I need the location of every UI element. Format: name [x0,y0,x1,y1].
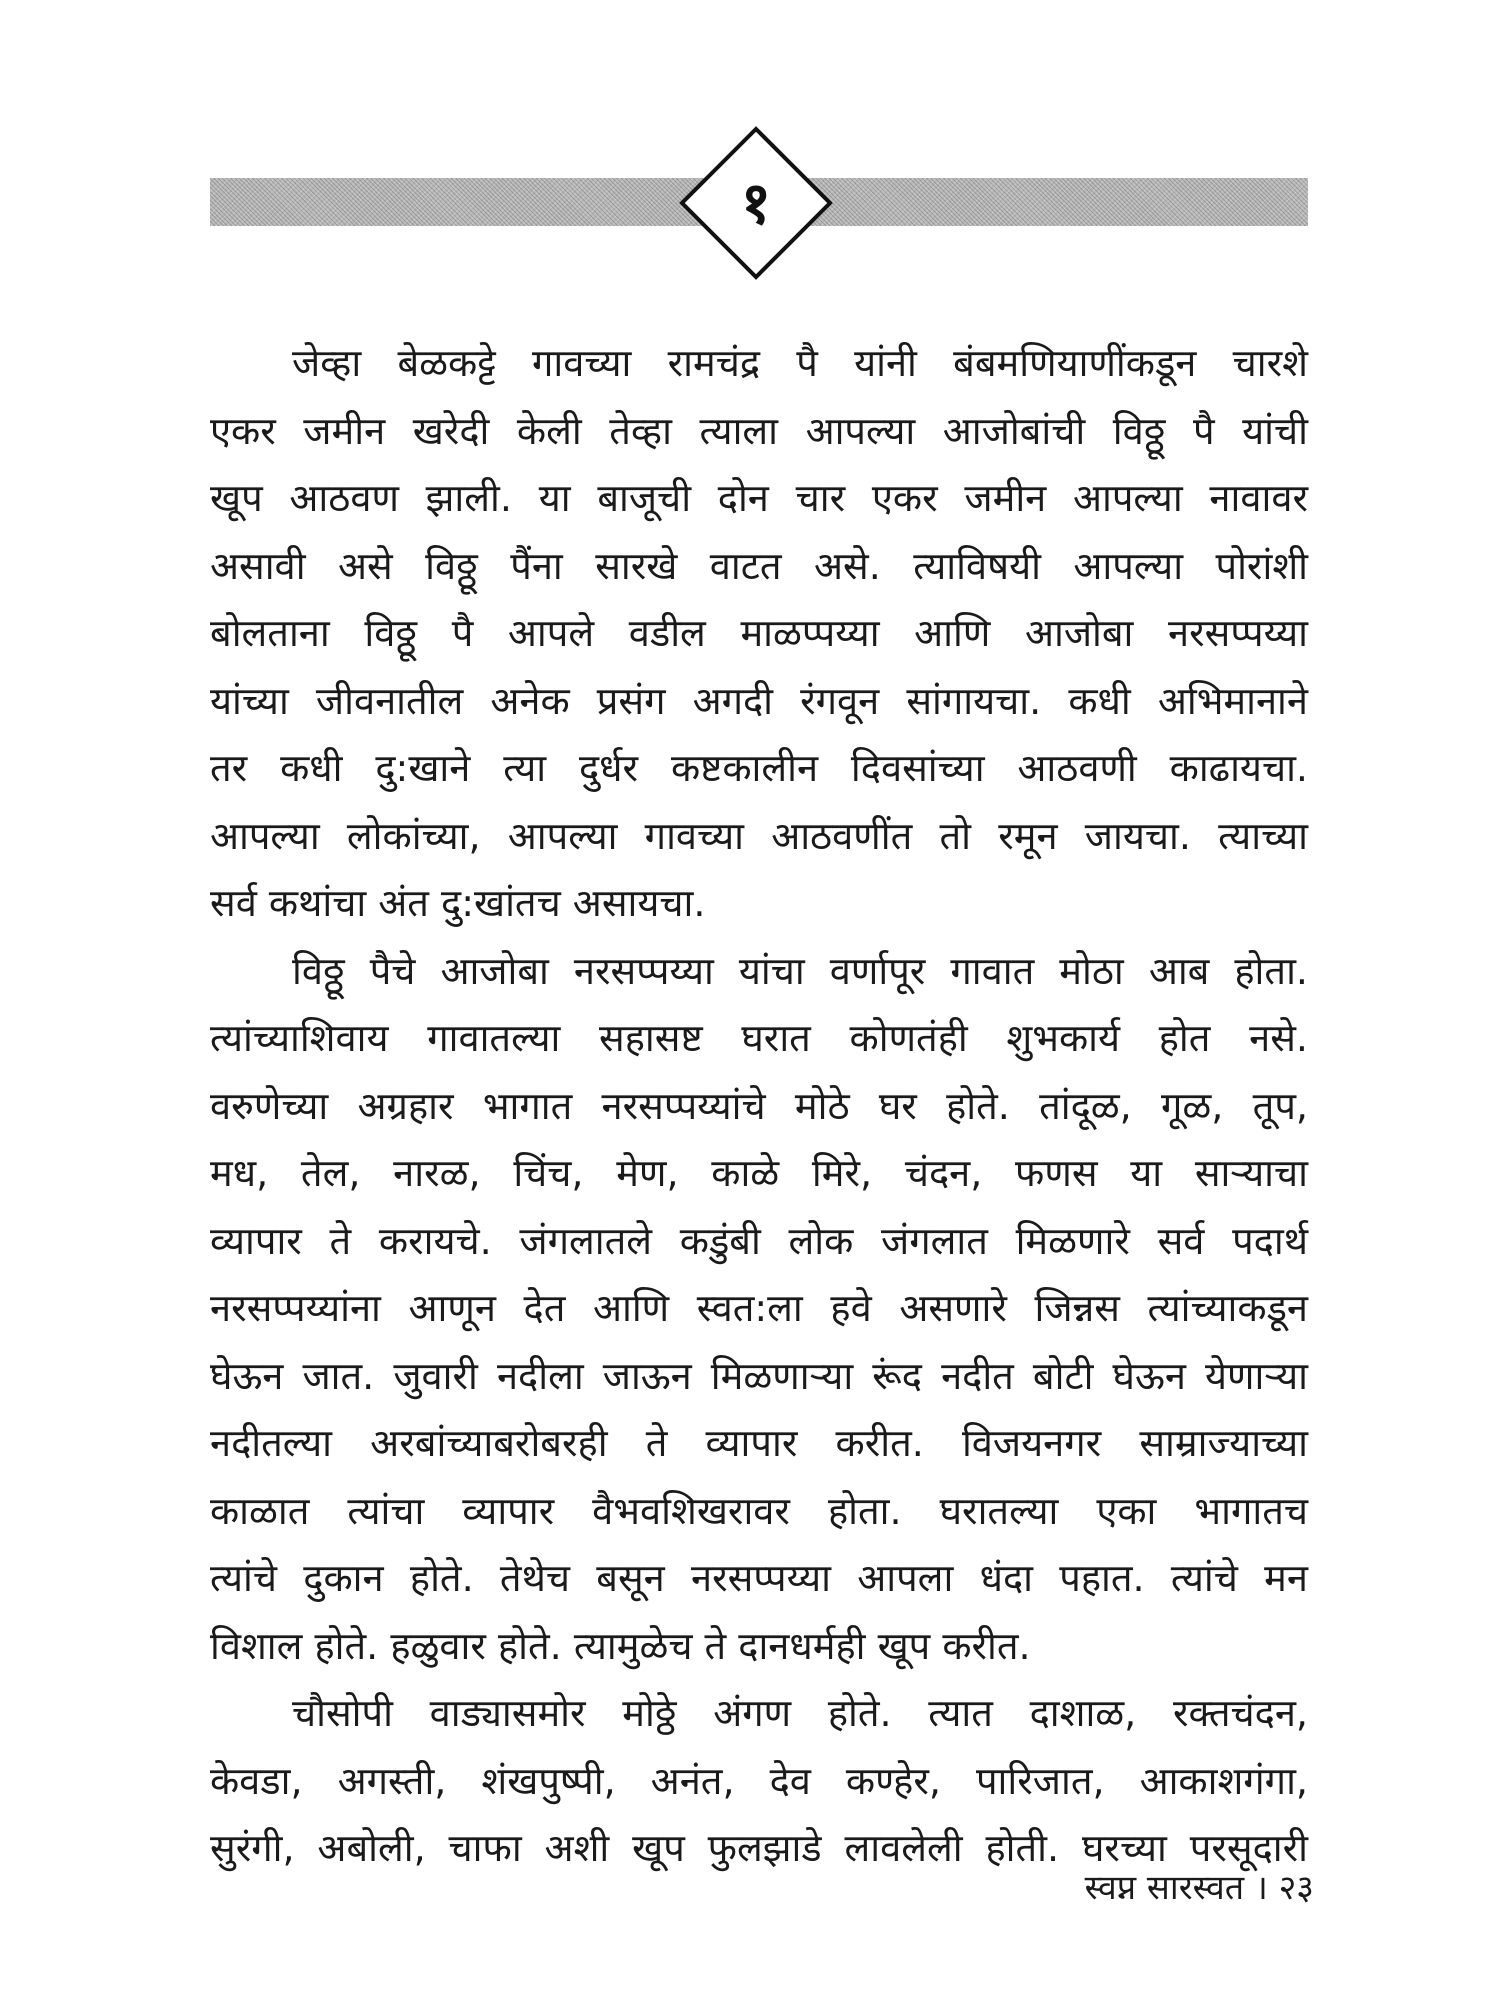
text-line: चौसोपी वाड्यासमोर मोठ्ठे अंगण होते. त्यात दाशाळ, रक्तचंदन, [292,1691,1308,1735]
text-line: बोलताना विठ्ठू पै आपले वडील माळप्पय्या आणि आजोबा नरसप्पय्या [210,611,1308,655]
text-line: केवडा, अगस्ती, शंखपुष्पी, अनंत, देव कण्हेर, पारिजात, आकाशगंगा, [210,1758,1308,1803]
text-line: एकर जमीन खरेदी केली तेव्हा त्याला आपल्या आजोबांची विठ्ठू पै यांची [210,408,1308,453]
text-line: यांच्या जीवनातील अनेक प्रसंग अगदी रंगवून सांगायचा. कधी अभिमानाने [210,678,1308,723]
text-line: त्यांच्याशिवाय गावातल्या सहासष्ट घरात कोणतंही शुभकार्य होत नसे. [210,1016,1308,1060]
text-line: विशाल होते. हळुवार होते. त्यामुळेच ते दानधर्मही खूप करीत. [210,1623,1031,1668]
text-line: सुरंगी, अबोली, चाफा अशी खूप फुलझाडे लावलेली होती. घरच्या परसूदारी [210,1826,1308,1870]
text-line: आपल्या लोकांच्या, आपल्या गावच्या आठवणींत तो रमून जायचा. त्याच्या [210,813,1308,858]
text-line: त्यांचे दुकान होते. तेथेच बसून नरसप्पय्या आपला धंदा पहात. त्यांचे मन [210,1556,1308,1600]
text-line: असावी असे विठ्ठू पैंना सारखे वाटत असे. त्याविषयी आपल्या पोरांशी [210,543,1308,588]
text-line: वरुणेच्या अग्रहार भागात नरसप्पय्यांचे मोठे घर होते. तांदूळ, गूळ, तूप, [210,1083,1308,1128]
text-line: विठ्ठू पैचे आजोबा नरसप्पय्या यांचा वर्णापूर गावात मोठा आब होता. [292,948,1308,993]
text-line: काळात त्यांचा व्यापार वैभवशिखरावर होता. घरातल्या एका भागातच [210,1488,1308,1533]
text-line: नरसप्पय्यांना आणून देत आणि स्वत:ला हवे असणारे जिन्नस त्यांच्याकडून [210,1286,1308,1330]
text-line: सर्व कथांचा अंत दु:खांतच असायचा. [210,881,706,925]
text-line: नदीतल्या अरबांच्याबरोबरही ते व्यापार करीत. विजयनगर साम्राज्याच्या [210,1421,1308,1465]
text-line: मध, तेल, नारळ, चिंच, मेण, काळे मिरे, चंदन, फणस या साऱ्याचा [210,1151,1308,1195]
text-line: जेव्हा बेळकट्टे गावच्या रामचंद्र पै यांनी बंबमणियाणींकडून चारशे [292,341,1308,385]
text-line: खूप आठवण झाली. या बाजूची दोन चार एकर जमीन आपल्या नावावर [210,476,1308,520]
text-line: घेऊन जात. जुवारी नदीला जाऊन मिळणाऱ्या रूंद नदीत बोटी घेऊन येणाऱ्या [210,1353,1308,1398]
body-text [210,330,1308,1883]
text-line: व्यापार ते करायचे. जंगलातले कडुंबी लोक जंगलात मिळणारे सर्व पदार्थ [210,1218,1308,1263]
page-footer: स्वप्न सारस्वत । २३ [1084,1868,1314,1908]
chapter-number: १ [740,169,772,237]
text-line: तर कधी दु:खाने त्या दुर्धर कष्टकालीन दिवसांच्या आठवणी काढायचा. [210,746,1308,790]
chapter-badge [678,125,834,281]
